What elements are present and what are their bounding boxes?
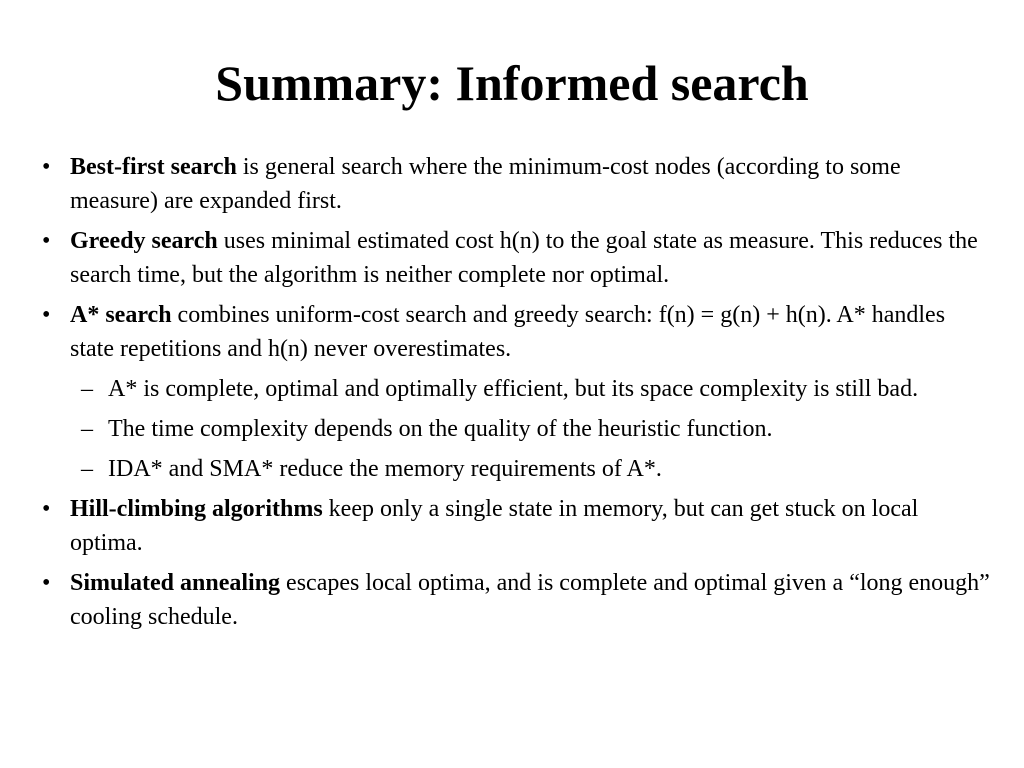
bullet-item-best-first: [40, 150, 990, 218]
dash-icon: –: [81, 456, 93, 482]
bullet-item-a-star: [40, 298, 990, 486]
dash-icon: –: [81, 416, 93, 442]
bullet-icon: •: [42, 302, 51, 328]
bullet-icon: •: [42, 228, 51, 254]
sub-bullet-item: [70, 372, 990, 406]
bullet-term: Best-first search: [70, 154, 237, 180]
bullet-text: is general search where the minimum-cost nodes (according to some measure) are expanded first.: [70, 154, 901, 214]
bullet-item-greedy: [40, 224, 990, 292]
bullet-icon: •: [42, 570, 51, 596]
sub-bullet-list: [70, 372, 990, 486]
bullet-term: Hill-climbing algorithms: [70, 496, 323, 522]
bullet-item-simulated-annealing: [40, 566, 990, 634]
sub-bullet-item: [70, 452, 990, 486]
bullet-term: A* search: [70, 302, 172, 328]
bullet-term: Greedy search: [70, 228, 218, 254]
bullet-text: keep only a single state in memory, but can get stuck on local optima.: [70, 496, 919, 556]
dash-icon: –: [81, 376, 93, 402]
sub-bullet-item: [70, 412, 990, 446]
bullet-icon: •: [42, 154, 51, 180]
bullet-list: [40, 150, 990, 640]
slide-title: Summary: Informed search: [215, 55, 809, 111]
bullet-text: escapes local optima, and is complete and optimal given a “long enough” cooling schedule.: [70, 570, 990, 630]
bullet-item-hill-climbing: [40, 492, 990, 560]
bullet-term: Simulated annealing: [70, 570, 281, 596]
sub-bullet-text: The time complexity depends on the quality of the heuristic function.: [108, 416, 773, 442]
bullet-text: combines uniform-cost search and greedy search: f(n) = g(n) + h(n). A* handles state repetitions and h(n) never overestimates.: [70, 302, 946, 362]
sub-bullet-text: IDA* and SMA* reduce the memory requirements of A*.: [108, 456, 662, 482]
sub-bullet-text: A* is complete, optimal and optimally efficient, but its space complexity is still bad.: [108, 376, 919, 402]
bullet-icon: •: [42, 496, 51, 522]
bullet-text: uses minimal estimated cost h(n) to the goal state as measure. This reduces the search time, but the algorithm is neither complete nor optimal.: [70, 228, 978, 288]
